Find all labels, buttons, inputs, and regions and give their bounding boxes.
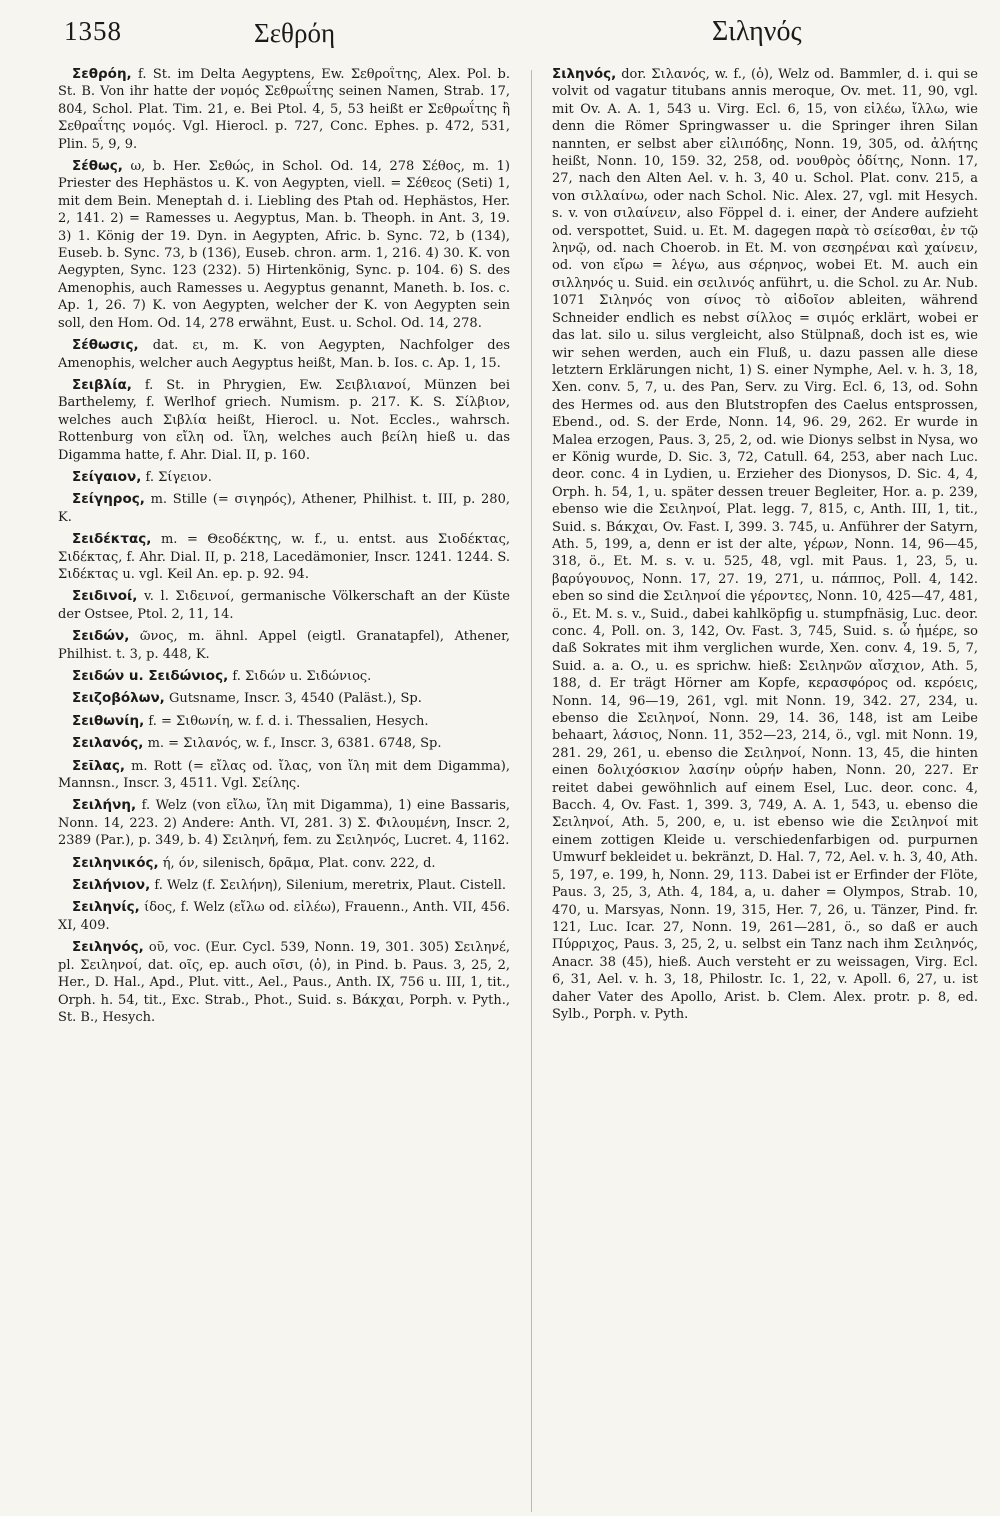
dictionary-entry	[58, 337, 510, 372]
right-column	[552, 66, 978, 1508]
entry-headword: Σείγαιον,	[72, 468, 142, 485]
page-header	[0, 0, 1000, 62]
entry-headword: Σειδών u. Σειδώνιος,	[72, 668, 229, 684]
entry-headword: Σειθωνίη,	[72, 712, 145, 729]
entry-text: f. St. in Phrygien, Ew. Σειβλιανοί, Münzen bei Barthelemy, f. Werlhof griech. Numism. p. 217. K. S. Σίλβιον, welches auch Σιβλία heißt, Hierocl. u. Not. Eccles., wahrsch. Rottenburg von εἴλη od. ἴλη, welches auch βείλη hieß u. das Digamma hatte, f. Ahr. Dial. II, p. 160.	[58, 377, 510, 463]
entry-headword: Σειζοβόλων,	[72, 690, 165, 707]
entry-headword: Σειλανός,	[72, 735, 144, 752]
dictionary-entry	[58, 491, 510, 526]
entry-text: dor. Σιλανός, w. f., (ὁ), Welz od. Bammler, d. i. qui se volvit od vagatur titubans annis meroque, Ov. met. 11, 90, vgl. mit Ov. A. A. 1, 543 u. Virg. Ecl. 6, 15, von εἰλέω, ἴλλω, wie denn die Römer Springwasser u. die Springer ihren Silan nannten, er selbst aber εἰλιπόδης, Nonn. 19, 305, od. ἀλήτης heißt, Nonn. 10, 159. 32, 258, od. νουθρὸς ὁδίτης, Nonn. 17, 27, nach den Alten Ael. v. h. 3, 40 u. Schol. Plat. conv. 215, a von σιλλαίνω, oder nach Schol. Nic. Alex. 27, vgl. mit Hesych. s. v. von σιλαίνειν, also Föppel d. i. einer, der Andere aufzieht od. verspottet, Suid. u. Et. M. dagegen παρὰ τὸ σείεσθαι, ἐν τῷ ληνῷ, od. nach Choerob. in Et. M. von σεσηρέναι καὶ χαίνειν, od. von εἴρω = λέγω, aus σέρηνος, wobei Et. M. auch ein σιλληνός u. Suid. ein σειλινός anführt, u. die Schol. zu Ar. Nub. 1071 Σιληνός von σίνος τὸ αἰδοῖον ableiten, während Schneider endlich es nebst σίλλος = σιμός erklärt, wobei er das lat. silo u. silus vergleicht, also Stülpnaß, doch ist es, wie wir sehen werden, auch ein Fluß, u. dazu passen alle diese letztern Erklärungen nicht, 1) S. einer Nymphe, Ael. v. h. 3, 18, Xen. conv. 5, 7, u. des Pan, Serv. zu Virg. Ecl. 6, 13, od. Sohn des Hermes od. aus den Blutstropfen des Caelus entsprossen, Ebend., od. S. der Erde, Nonn. 14, 96. 29, 262. Er wurde in Malea erzogen, Paus. 3, 25, 2, od. wie Dionys selbst in Nysa, wo er König wurde, D. Sic. 3, 72, Catull. 64, 253, aber nach Luc. deor. conc. 4 in Lydien, u. Erzieher des Dionysos, D. Sic. 4, 4, Orph. h. 54, 1, u. später dessen treuer Begleiter, Hor. a. p. 239, ebenso wie die Σειληνοί, Plat. legg. 7, 815, c, Anth. III, 1, tit., Suid. s. Βάκχαι, Ov. Fast. I, 399. 3. 745, u. Anführer der Satyrn, Ath. 5, 199, a, denn er ist der alte, γέρων, Nonn. 14, 96—45, 318, ö., Et. M. s. v. u. 525, 48, vgl. mit Paus. 1, 23, 5, u. βαρύγουνος, Nonn. 17, 27. 19, 271, u. πάππος, Poll. 4, 142. eben so sind die Σειληνοί die γέροντες, Nonn. 10, 425—47, 481, ö., Et. M. s. v., Suid., dabei kahlköpfig u. stumpfnäsig, Luc. deor. conc. 4, Poll. on. 3, 142, Ov. Fast. 3, 745, Suid. s. ὦ ἡμέρε, so daß Sokrates mit ihm verglichen wurde, Xen. conv. 4, 19. 5, 7, Suid. a. a. O., u. es sprichw. hieß: Σειληνῶν αἴσχιον, Ath. 5, 188, d. Er trägt Hörner am Kopfe, κερασφόρος od. κερόεις, Nonn. 14, 96—19, 261, vgl. mit Nonn. 19, 342. 27, 234, u. ebenso die Σειληνοί, Nonn. 29, 14. 36, 148, ist am Leibe behaart, λάσιος, Nonn. 11, 352—23, 214, ö., vgl. mit Nonn. 19, 281. 29, 261, u. ebenso die Σειληνοί, Nonn. 13, 45, die hinten einen δολιχόσκιον λασίην οὐρήν haben, Nonn. 20, 227. Er reitet dabei gewöhnlich auf einem Esel, Luc. deor. conc. 4, Bacch. 4, Ov. Fast. 1, 399. 3, 749, A. A. 1, 543, u. ebenso die Σειληνοί, Ath. 5, 200, e, u. ist ebenso wie die Σειληνοί mit einem zottigen Kleide u. verschiedenfarbigen od. purpurnen Umwurf bekleidet u. bekränzt, D. Hal. 7, 72, Ael. v. h. 3, 40, Ath. 5, 197, e. 199, h, Nonn. 29, 113. Dabei ist er Erfinder der Flöte, Paus. 3, 25, 3, Ath. 4, 184, a, u. daher = Olympos, Strab. 10, 470, u. Marsyas, Nonn. 19, 315, Her. 7, 26, u. Tänzer, Pind. fr. 121, Luc. Icar. 27, Nonn. 19, 261—281, ö., so daß er auch Πύρριχος, Paus. 3, 25, 2, u. selbst ein Tanz nach ihm Σειληνός, Anacr. 38 (45), hieß. Auch versteht er zu weissagen, Virg. Ecl. 6, 31, Ael. v. h. 3, 18, Philostr. Ic. 1, 22, v. Apoll. 6, 27, u. ist daher Vater des Apollo, Arist. b. Clem. Alex. protr. p. 8, ed. Sylb., Porph. v. Pyth.	[552, 67, 978, 1022]
dictionary-entry	[58, 377, 510, 464]
entry-text: f. Welz (von εἴλω, ἴλη mit Digamma), 1) eine Bassaris, Nonn. 14, 223. 2) Andere: Anth. VI, 281. 3) Σ. Φιλουμένη, Inscr. 2, 2389 (Par.), p. 349, b. 4) Σειληνή, fem. zu Σειληνός, Lucret. 4, 1162.	[58, 798, 510, 849]
entry-text: f. Σίγειον.	[145, 469, 212, 485]
page-number: 1358	[64, 16, 122, 46]
dictionary-entry	[58, 713, 510, 730]
entry-text: οῦ, voc. (Eur. Cycl. 539, Nonn. 19, 301. 305) Σειληνέ, pl. Σειληνοί, dat. οῖς, ep. auch οῖσι, (ὁ), in Pind. b. Paus. 3, 25, 2, Her., D. Hal., Apd., Plut. vitt., Ael., Paus., Anth. IX, 756 u. III, 1, tit., Orph. h. 54, tit., Exc. Strab., Phot., Suid. s. Βάκχαι, Porph. v. Pyth., St. B., Hesych.	[58, 940, 510, 1025]
entry-text: m. = Θεοδέκτης, w. f., u. entst. aus Σιοδέκτας, Σιδέκτας, f. Ahr. Dial. II, p. 218, Lacedämonier, Inscr. 1241. 1244. S. Σιδέκτας u. vgl. Keil An. ep. p. 92. 94.	[58, 532, 510, 582]
left-column	[58, 66, 510, 1508]
entry-text: ή, όν, silenisch, δρᾶμα, Plat. conv. 222, d.	[162, 855, 436, 871]
entry-headword: Σείγηρος,	[72, 491, 145, 508]
entry-text: f. St. im Delta Aegyptens, Ew. Σεθροΐτης, Alex. Pol. b. St. B. Von ihr hatte der νομός Σεθρωΐτης seinen Namen, Strab. 17, 804, Schol. Plat. Tim. 21, e. Bei Ptol. 4, 5, 53 heißt er Σεθρωΐτης ἢ Σεθραΐτης νομός. Vgl. Hierocl. p. 727, Conc. Ephes. p. 472, 531, Plin. 5, 9, 9.	[58, 67, 510, 152]
entry-headword: Σεθρόη,	[72, 66, 132, 82]
entry-headword: Σειλήνιον,	[72, 877, 151, 894]
entry-text: ίδος, f. Welz (εἴλω od. εἰλέω), Frauenn., Anth. VII, 456. XI, 409.	[58, 900, 510, 933]
entry-headword: Σειληνικός,	[72, 854, 159, 871]
entry-text: f. Σιδών u. Σιδώνιος.	[232, 669, 372, 684]
entry-headword: Σειβλία,	[72, 376, 132, 393]
entry-text: m. Stille (= σιγηρός), Athener, Philhist. t. III, p. 280, K.	[58, 492, 510, 525]
dictionary-entry	[58, 877, 510, 894]
dictionary-entry	[58, 690, 510, 707]
dictionary-entry	[552, 66, 978, 1023]
dictionary-entry	[58, 899, 510, 934]
entry-text: f. = Σιθωνίη, w. f. d. i. Thessalien, Hesych.	[148, 713, 429, 729]
entry-text: f. Welz (f. Σειλήνη), Silenium, meretrix, Plaut. Cistell.	[154, 878, 507, 894]
entry-headword: Σέθωσις,	[72, 337, 139, 354]
dictionary-entry	[58, 628, 510, 663]
entry-text: ῶνος, m. ähnl. Appel (eigtl. Granatapfel), Athener, Philhist. t. 3, p. 448, K.	[58, 629, 510, 662]
dictionary-entry	[58, 66, 510, 153]
dictionary-entry	[58, 735, 510, 752]
entry-headword: Σειληνός,	[72, 939, 144, 956]
running-head-left: Σεθρόη	[254, 18, 336, 48]
dictionary-entry	[58, 797, 510, 849]
entry-headword: Σειδών,	[72, 628, 130, 645]
entry-headword: Σειληνίς,	[72, 899, 140, 916]
entry-headword: Σειλήνη,	[72, 797, 137, 814]
entry-text: dat. ει, m. K. von Aegypten, Nachfolger des Amenophis, welcher auch Aegyptus heißt, Man. b. Ios. c. Ap. 1, 15.	[58, 338, 510, 371]
dictionary-entry	[58, 588, 510, 623]
entry-headword: Σειδέκτας,	[72, 531, 152, 548]
entry-text: m. Rott (= εἴλας od. ἴλας, von ἴλη mit dem Digamma), Mannsn., Inscr. 3, 4511. Vgl. Σείλης.	[58, 758, 510, 792]
entry-headword: Σιληνός,	[552, 66, 617, 82]
dictionary-entry	[58, 469, 510, 486]
dictionary-entry	[58, 855, 510, 872]
entry-text: v. l. Σιδεινοί, germanische Völkerschaft an der Küste der Ostsee, Ptol. 2, 11, 14.	[58, 589, 510, 622]
entry-text: ω, b. Her. Σεθώς, in Schol. Od. 14, 278 Σέθος, m. 1) Priester des Hephästos u. K. von Aegypten, viell. = Σέθεος (Seti) 1, mit dem Bein. Meneptah d. i. Liebling des Ptah od. Hephästos, Her. 2, 141. 2) = Ramesses u. Aegyptus, Man. b. Theoph. in Ant. 3, 19. 3) 1. König der 19. Dyn. in Aegypten, Afric. b. Sync. 72, b (134), Euseb. b. Sync. 73, b (136), Euseb. chron. arm. 1, 216. 4) 30. K. von Aegypten, Sync. 123 (232). 5) Hirtenkönig, Sync. p. 104. 6) S. des Amenophis, auch Ramesses u. Aegyptus genannt, Maneth. b. Ios. c. Ap. 1, 26. 7) K. von Aegypten, welcher der K. von Aegypten sein soll, den Hom. Od. 14, 278 erwähnt, Eust. u. Schol. Od. 14, 278.	[58, 159, 510, 331]
running-head-right: Σιληνός	[712, 16, 802, 47]
column-divider	[531, 70, 532, 1512]
dictionary-entry	[58, 939, 510, 1026]
dictionary-entry	[58, 668, 510, 685]
entry-headword: Σειδινοί,	[72, 588, 138, 605]
dictionary-entry	[58, 758, 510, 793]
entry-text: m. = Σιλανός, w. f., Inscr. 3, 6381. 6748, Sp.	[147, 736, 442, 752]
entry-text: Gutsname, Inscr. 3, 4540 (Paläst.), Sp.	[168, 691, 422, 707]
dictionary-entry	[58, 158, 510, 332]
entry-headword: Σέθως,	[72, 158, 123, 175]
entry-headword: Σεῖλας,	[72, 757, 125, 774]
dictionary-entry	[58, 531, 510, 583]
text-columns	[58, 66, 978, 1508]
